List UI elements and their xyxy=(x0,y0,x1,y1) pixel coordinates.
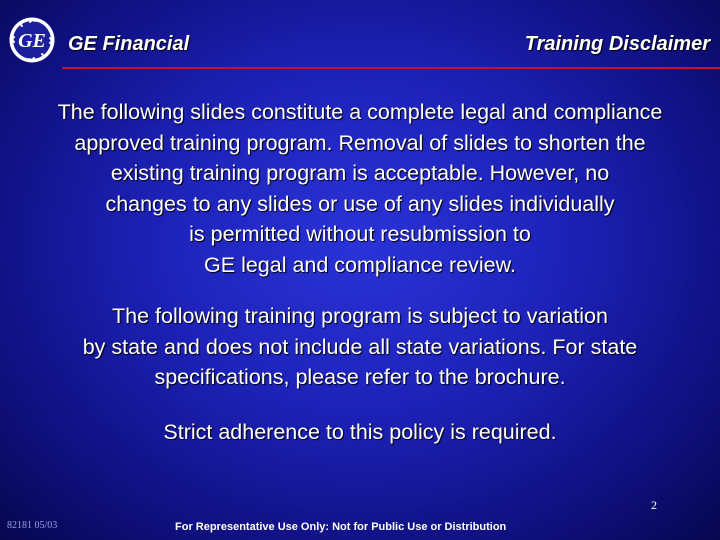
ge-monogram-icon xyxy=(8,16,56,64)
paragraph-line: specifications, please refer to the brochure. xyxy=(154,365,566,389)
company-name: GE Financial xyxy=(68,33,190,55)
footer-note: For Representative Use Only: Not for Public Use or Distribution xyxy=(175,521,507,533)
paragraph-line: is permitted without resubmission to xyxy=(189,222,531,246)
paragraph-line: The following training program is subject to variation xyxy=(112,304,608,328)
slide-title: Training Disclaimer xyxy=(524,33,710,55)
header-divider xyxy=(62,67,720,69)
paragraph-line: existing training program is acceptable. However, no xyxy=(110,161,610,185)
paragraph-line: Strict adherence to this policy is required. xyxy=(163,420,557,444)
svg-text:GE: GE xyxy=(18,30,46,52)
paragraph-line: by state and does not include all state variations. For state xyxy=(82,334,638,359)
policy-paragraph xyxy=(0,417,720,448)
paragraph-line: changes to any slides or use of any slides individually xyxy=(105,191,615,216)
page-number: 2 xyxy=(651,498,657,512)
document-code: 82181 05/03 xyxy=(7,520,58,531)
paragraph-line: GE legal and compliance review. xyxy=(204,252,516,277)
paragraph-line: approved training program. Removal of slides to shorten the xyxy=(74,130,646,155)
disclaimer-paragraph xyxy=(0,97,720,280)
state-variation-paragraph xyxy=(0,301,720,393)
paragraph-line: The following slides constitute a complete legal and compliance xyxy=(57,100,663,124)
